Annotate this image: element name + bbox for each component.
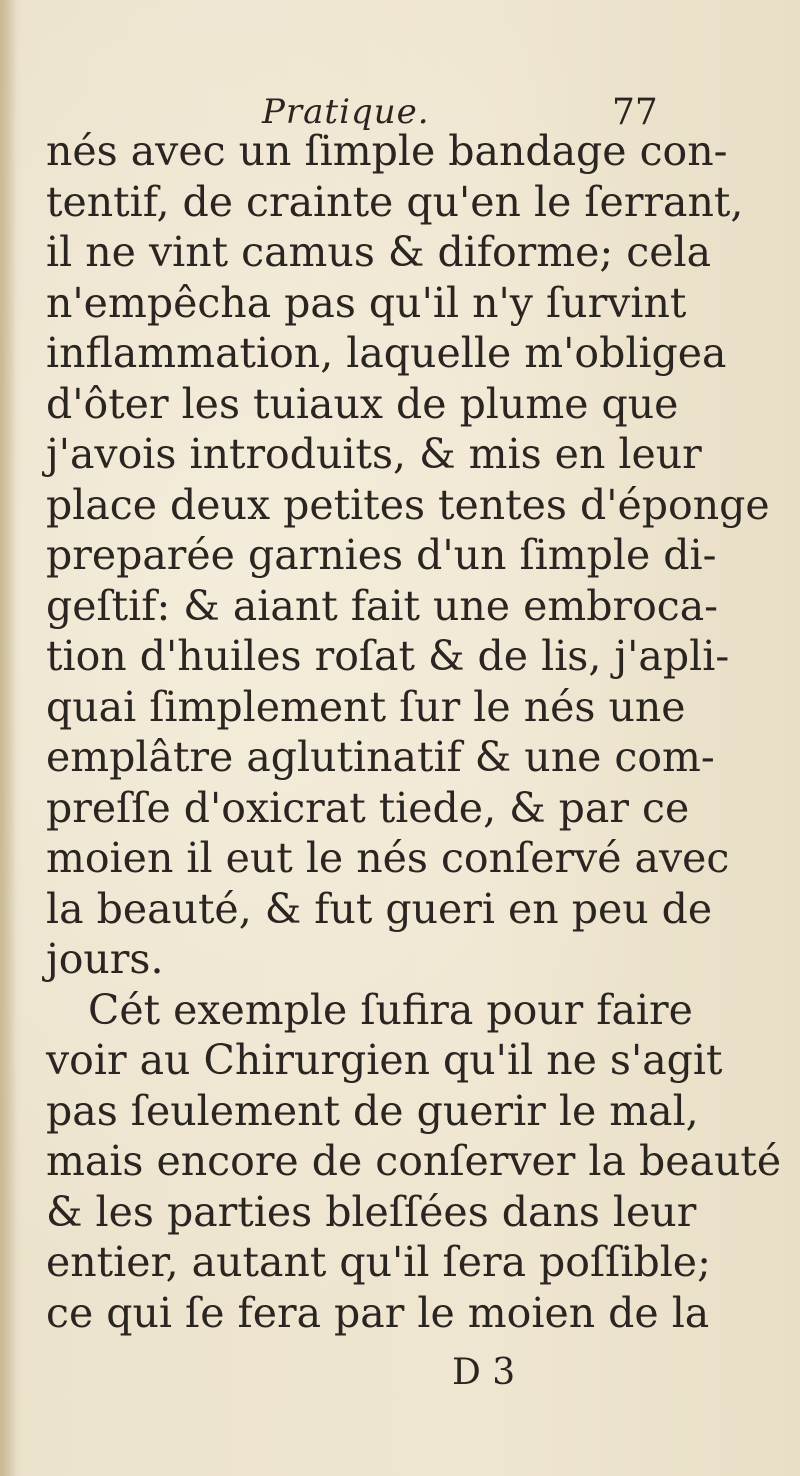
- text-line: tentif, de crainte qu'en le ſerrant,: [46, 177, 744, 226]
- text-line: ce qui ſe fera par le moien de la: [46, 1288, 710, 1337]
- signature-mark: D 3: [452, 1352, 516, 1393]
- text-line: tion d'huiles roſat & de lis, j'apli-: [46, 632, 730, 680]
- page-gutter-shadow: [0, 0, 16, 1476]
- text-line: voir au Chirurgien qu'il ne s'agit: [46, 1036, 723, 1084]
- text-line: mais encore de conſerver la beauté: [46, 1137, 782, 1185]
- text-line: geſtif: & aiant fait une embroca-: [46, 581, 719, 630]
- body-text: [46, 126, 782, 1338]
- text-line: d'ôter les tuiaux de plume que: [46, 379, 679, 428]
- running-head: Pratique.: [262, 92, 430, 132]
- text-line: nés avec un ſimple bandage con-: [46, 127, 728, 175]
- paragraph-end-line: jours.: [46, 935, 164, 983]
- text-line: pas ſeulement de guerir le mal,: [46, 1086, 699, 1135]
- text-line: n'empêcha pas qu'il n'y ſurvint: [46, 278, 687, 327]
- text-line: moien il eut le nés conſervé avec: [46, 834, 730, 882]
- text-line: preſſe d'oxicrat tiede, & par ce: [46, 783, 690, 832]
- text-line: & les parties bleſſées dans leur: [46, 1187, 697, 1236]
- text-line: preparée garnies d'un ſimple di-: [46, 531, 717, 579]
- text-line: entier, autant qu'il ſera poſſible;: [46, 1238, 711, 1286]
- text-line: emplâtre aglutinatif & une com-: [46, 733, 715, 781]
- text-line: j'avois introduits, & mis en leur: [46, 430, 702, 478]
- text-line: quai ſimplement ſur le nés une: [46, 682, 686, 731]
- page-number: 77: [612, 92, 658, 133]
- text-line: il ne vint camus & diforme; cela: [46, 228, 712, 276]
- text-line: la beauté, & fut gueri en peu de: [46, 884, 713, 933]
- paragraph-start-line: Cét exemple ſufira pour faire: [88, 985, 693, 1034]
- text-line: inflammation, laquelle m'obligea: [46, 329, 727, 377]
- text-line: place deux petites tentes d'éponge: [46, 480, 770, 529]
